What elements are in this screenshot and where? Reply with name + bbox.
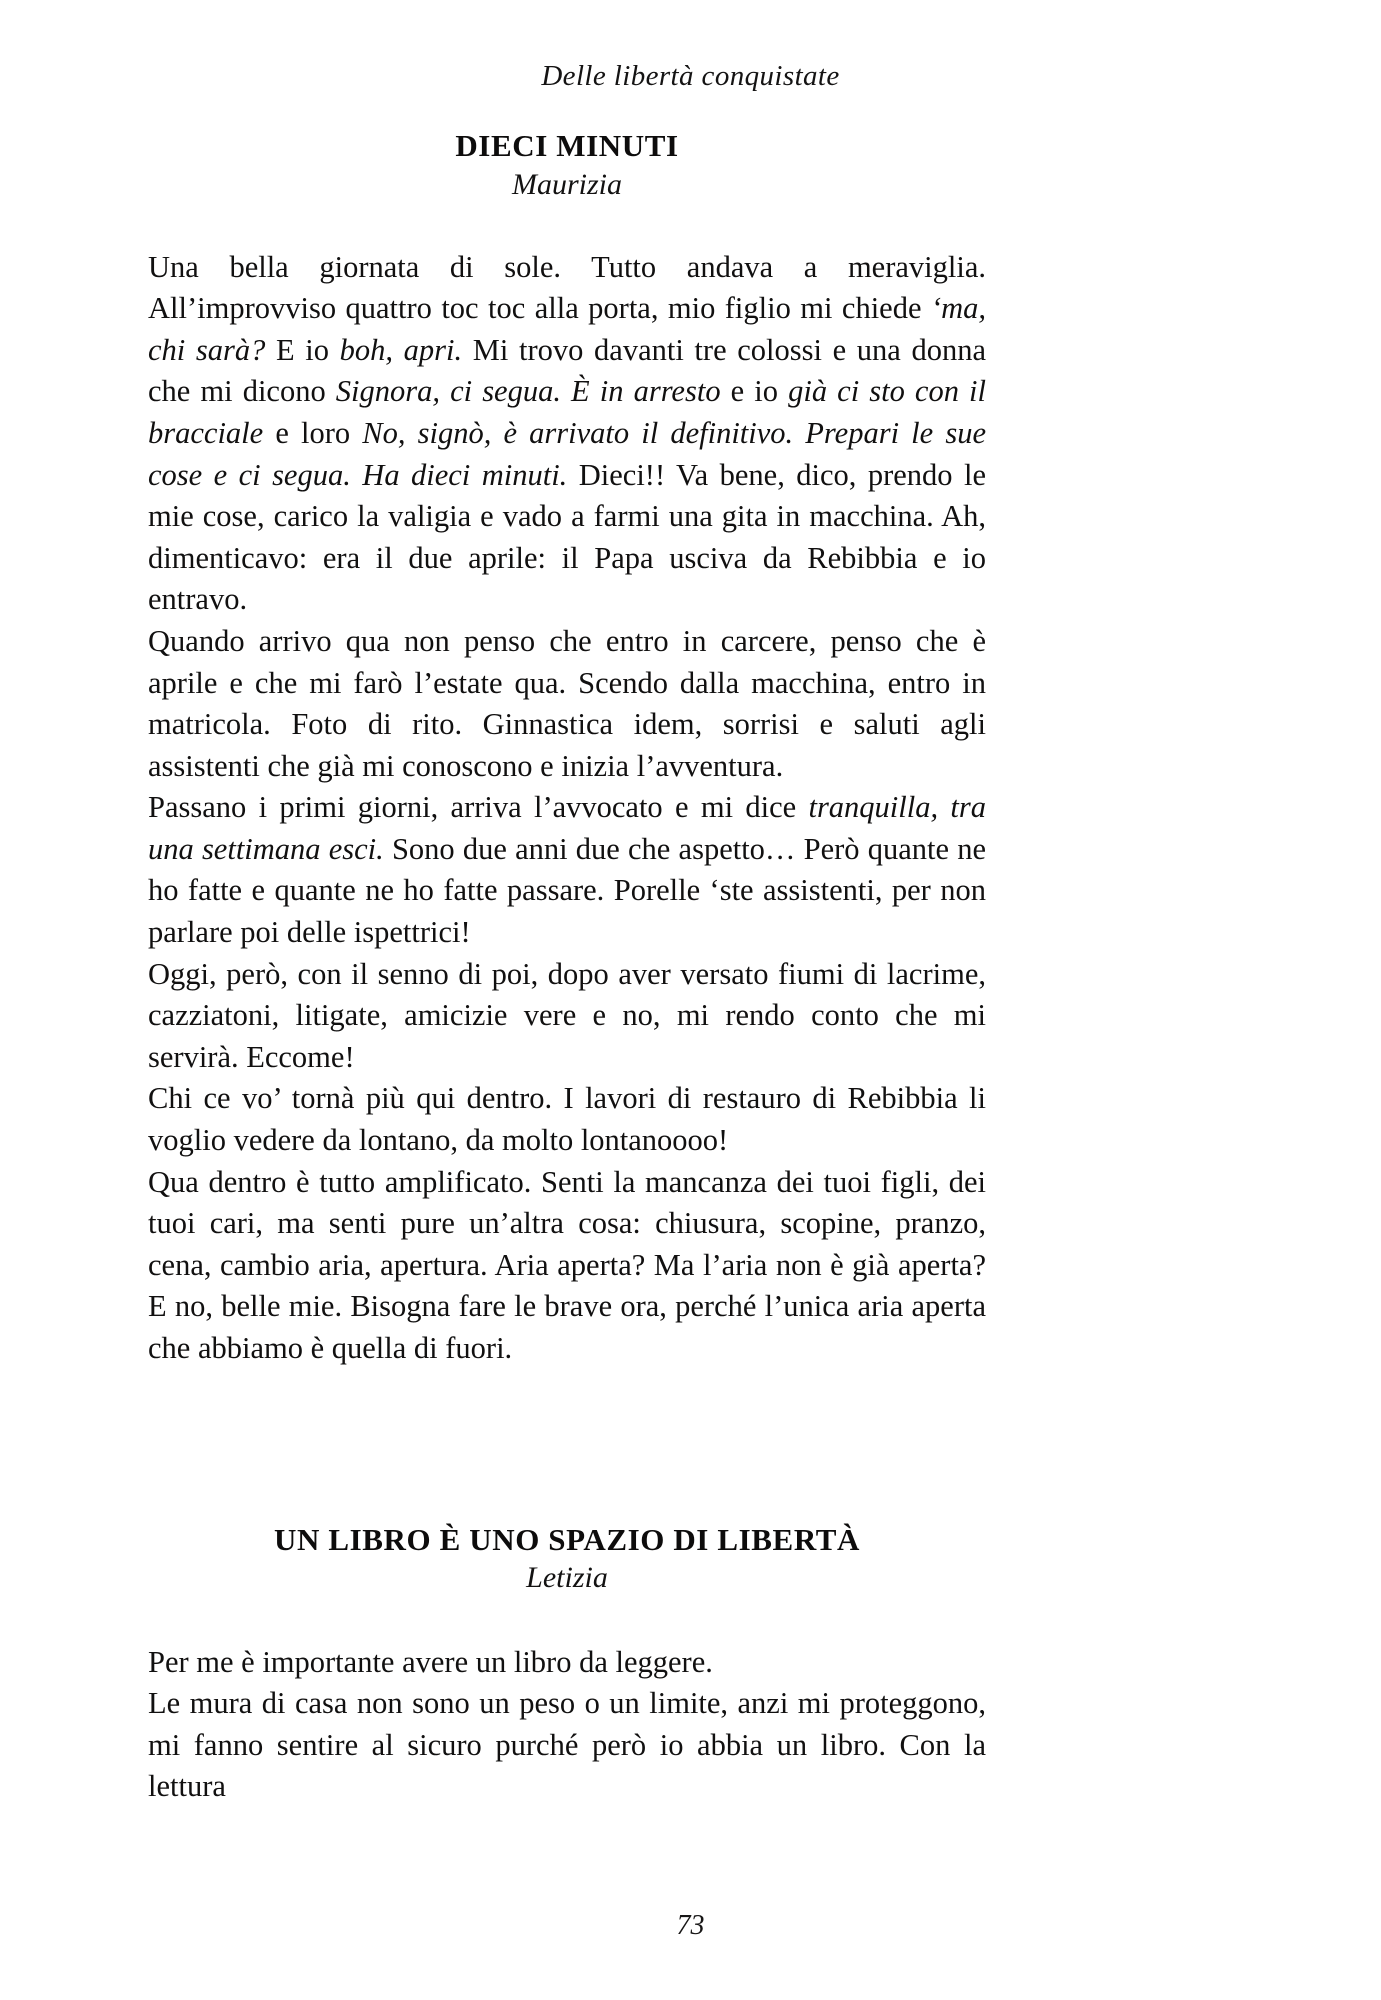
emphasis-text: già ci sto con il bracciale bbox=[148, 374, 986, 450]
running-head: Delle libertà conquistate bbox=[541, 60, 840, 92]
paragraph bbox=[148, 247, 986, 621]
section-title-dieci-minuti: DIECI MINUTI bbox=[455, 128, 679, 163]
body-text: Chi ce vo’ tornà più qui dentro. I lavori di restauro di Rebibbia li voglio vedere da lontano, da molto lontanoooo! bbox=[148, 1081, 986, 1158]
section-body-un-libro bbox=[148, 1642, 986, 1808]
emphasis-text: Signora, ci segua. È in arresto bbox=[335, 374, 721, 409]
paragraph bbox=[148, 621, 986, 787]
paragraph bbox=[148, 1078, 986, 1161]
section-author-letizia: Letizia bbox=[526, 1560, 608, 1594]
body-text: e loro bbox=[263, 415, 363, 450]
page-number: 73 bbox=[676, 1910, 705, 1941]
body-text: Dieci!! Va bene, dico, prendo le mie cose, carico la valigia e vado a farmi una gita in macchina. Ah, dimenticavo: era il due aprile: il Papa usciva da Rebibbia e io entravo. bbox=[148, 457, 986, 617]
body-text: Per me è importante avere un libro da leggere. bbox=[148, 1644, 713, 1679]
emphasis-text: No, signò, è arrivato il definitivo. Prepari le sue cose e ci segua. Ha dieci minuti. bbox=[148, 415, 986, 492]
emphasis-text: ‘ma, chi sarà? bbox=[148, 291, 986, 367]
paragraph bbox=[148, 954, 986, 1079]
body-text: Le mura di casa non sono un peso o un limite, anzi mi proteggono, mi fanno sentire al sicuro purché però io abbia un libro. Con la lettura bbox=[148, 1686, 986, 1804]
body-text: Sono due anni due che aspetto… Però quante ne ho fatte e quante ne ho fatte passare. Porelle ‘ste assistenti, per non parlare poi delle ispettrici! bbox=[148, 831, 986, 950]
body-text: Qua dentro è tutto amplificato. Senti la mancanza dei tuoi figli, dei tuoi cari, ma senti pure un’altra cosa: chiusura, scopine, pranzo, cena, cambio aria, apertura. Aria aperta? Ma l’aria non è già aperta? E no, belle mie. Bisogna fare le brave ora, perché l’unica aria aperta che abbiamo è quella di fuori. bbox=[148, 1164, 986, 1366]
body-text: Oggi, però, con il senno di poi, dopo aver versato fiumi di lacrime, cazziatoni, litigate, amicizie vere e no, mi rendo conto che mi servirà. Eccome! bbox=[148, 956, 986, 1074]
body-text: E io bbox=[265, 332, 340, 367]
emphasis-text: boh, apri. bbox=[339, 332, 463, 367]
paragraph bbox=[148, 1683, 986, 1808]
body-text: Quando arrivo qua non penso che entro in carcere, penso che è aprile e che mi farò l’estate qua. Scendo dalla macchina, entro in matricola. Foto di rito. Ginnastica idem, sorrisi e saluti agli assistenti che già mi conoscono e inizia l’avventura. bbox=[148, 623, 986, 783]
body-text: Una bella giornata di sole. Tutto andava a meraviglia. All’improvviso quattro toc toc alla porta, mio figlio mi chiede bbox=[148, 249, 986, 326]
section-author-maurizia: Maurizia bbox=[511, 167, 622, 201]
section-spacer bbox=[148, 1370, 986, 1522]
paragraph bbox=[148, 787, 986, 953]
section-body-dieci-minuti bbox=[148, 247, 986, 1370]
paragraph bbox=[148, 1642, 986, 1684]
emphasis-text: tranquilla, tra una settimana esci. bbox=[148, 790, 987, 866]
section-title-un-libro: UN LIBRO È UNO SPAZIO DI LIBERTÀ bbox=[274, 1521, 860, 1557]
body-text: Mi trovo davanti tre colossi e una donna che mi dicono bbox=[148, 332, 986, 409]
body-text: e io bbox=[720, 374, 789, 409]
paragraph bbox=[148, 1162, 986, 1370]
page-content bbox=[148, 128, 986, 1808]
body-text: Passano i primi giorni, arriva l’avvocato e mi dice bbox=[148, 790, 809, 825]
